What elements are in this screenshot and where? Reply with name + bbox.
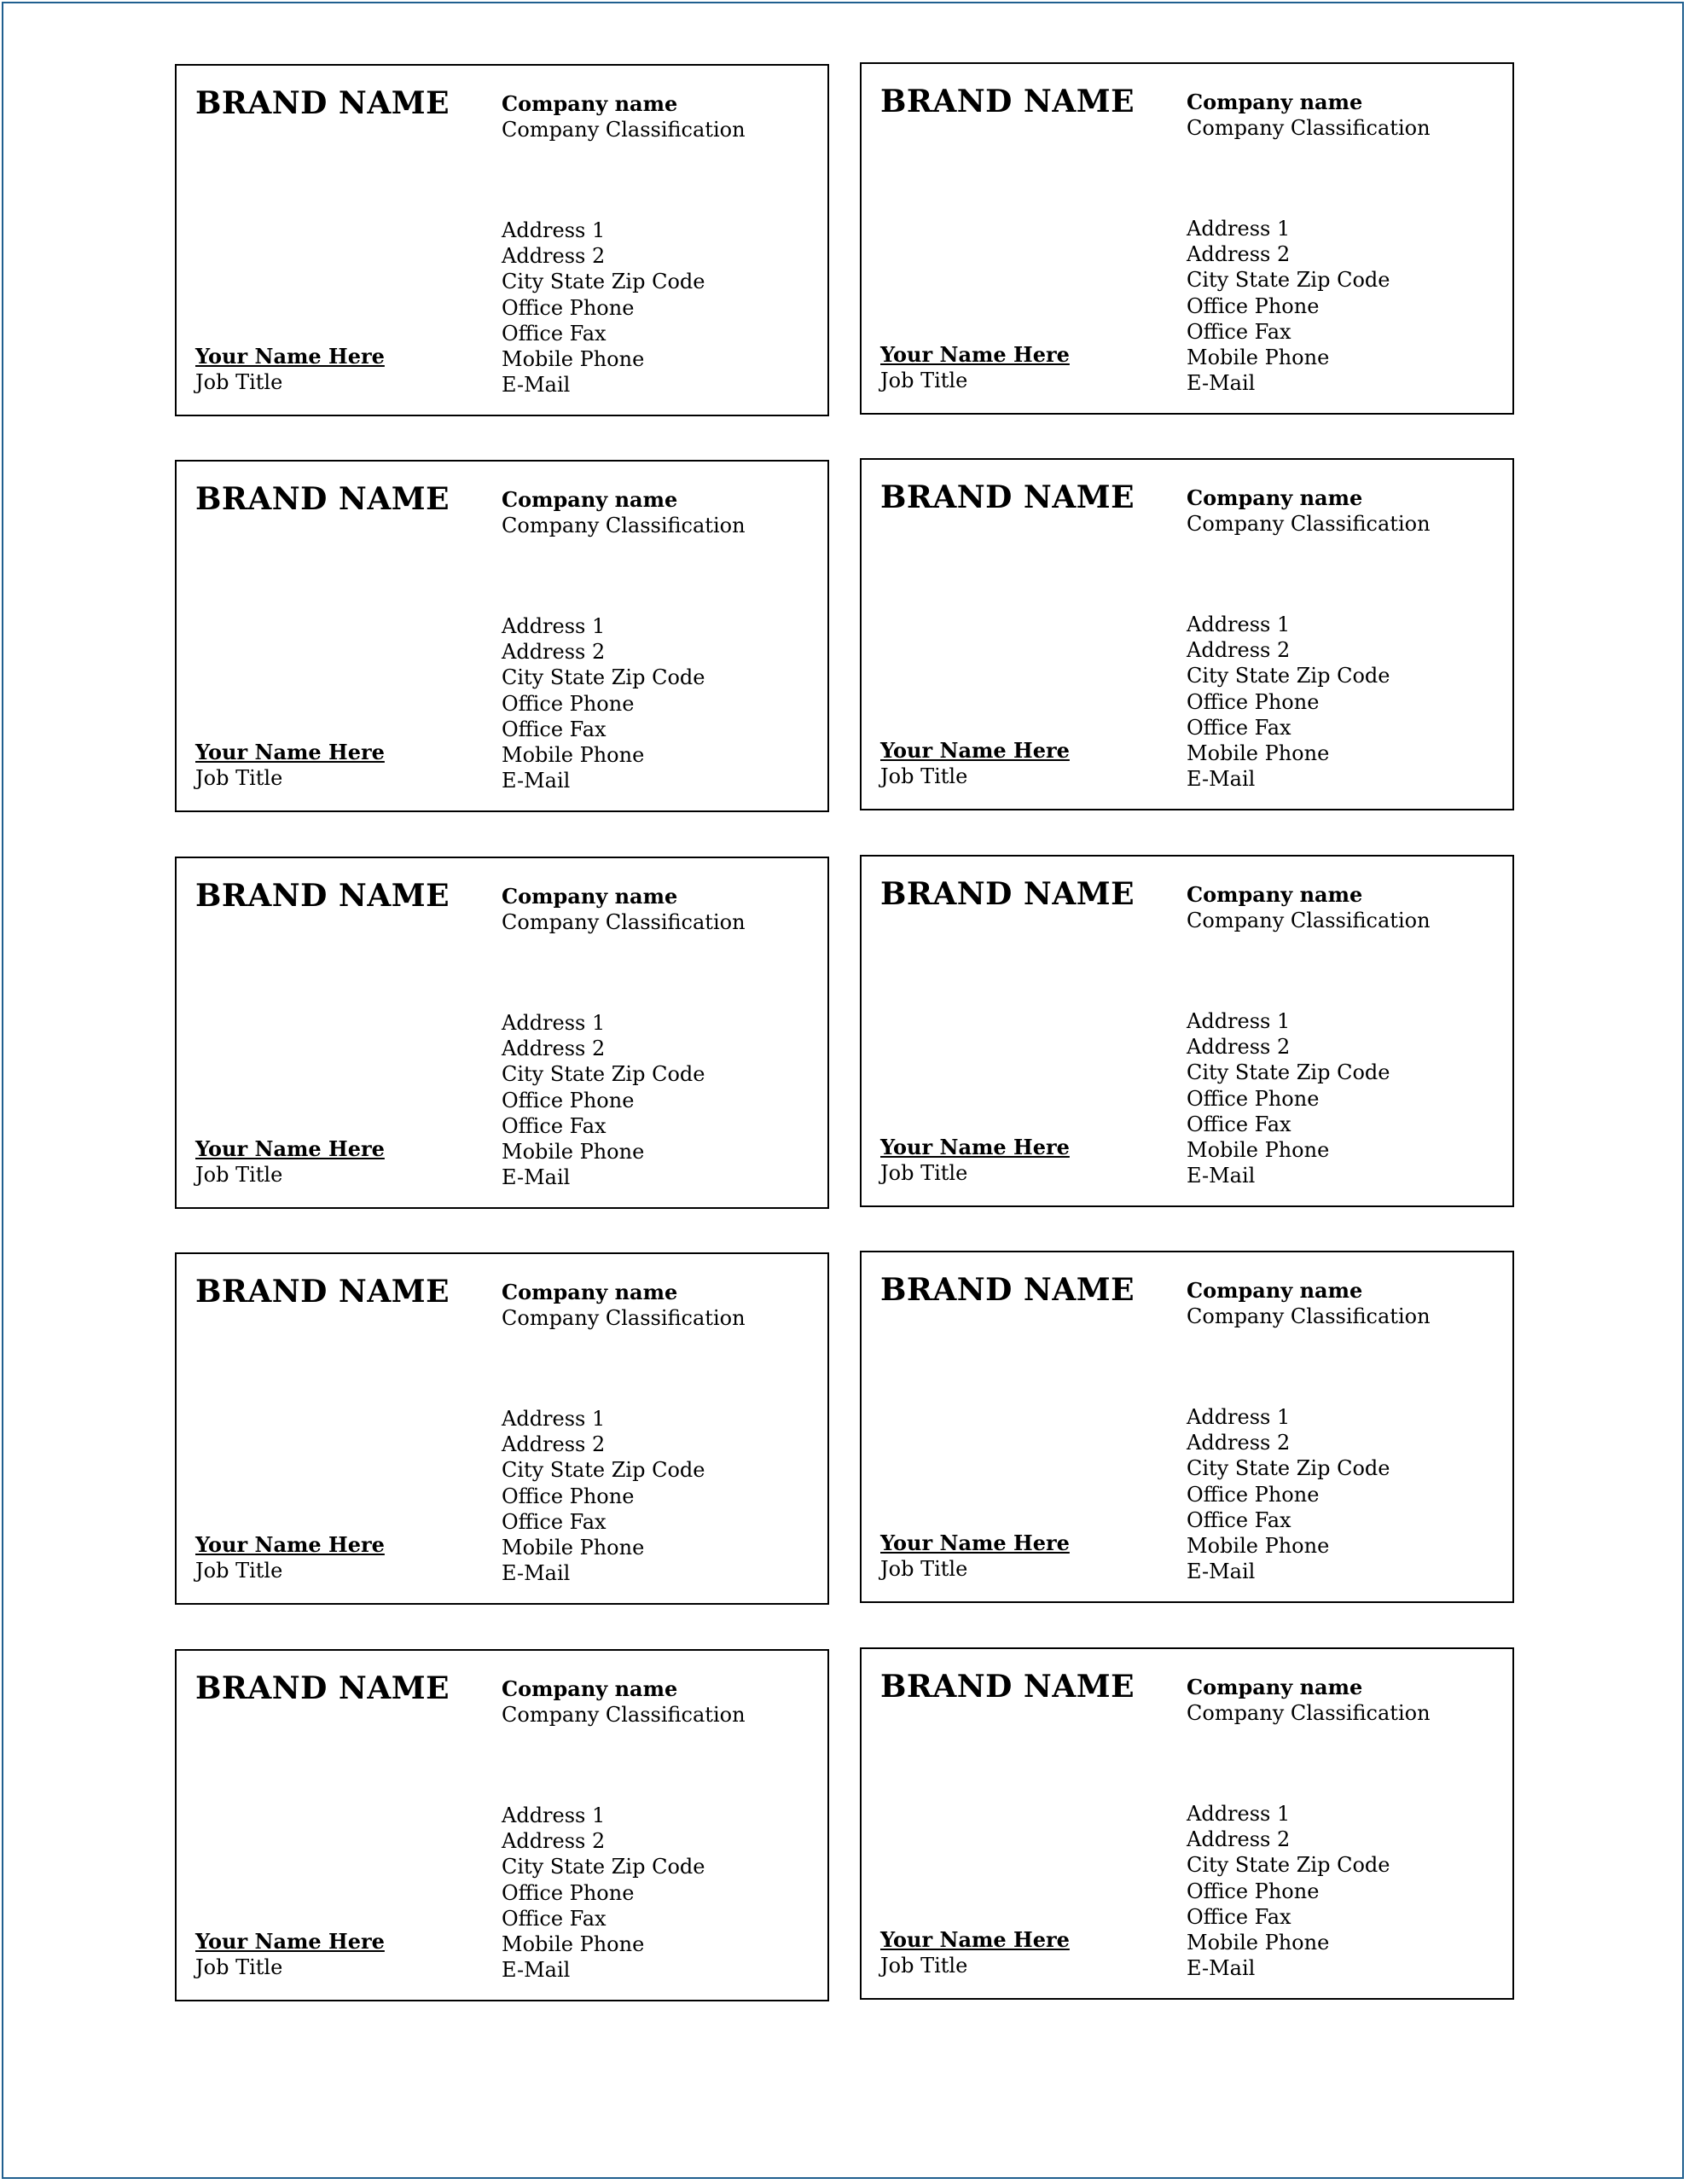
- address-1: Address 1: [1187, 217, 1291, 241]
- person-name: Your Name Here: [880, 1135, 1070, 1159]
- company-classification: Company Classification: [1187, 512, 1431, 536]
- job-title: Job Title: [195, 1955, 283, 1979]
- person-name: Your Name Here: [880, 342, 1070, 367]
- city-state-zip: City State Zip Code: [502, 1062, 705, 1087]
- office-phone: Office Phone: [502, 1484, 635, 1508]
- company-info: [1187, 1278, 1431, 1329]
- office-phone: Office Phone: [1187, 1086, 1320, 1111]
- mobile-phone: Mobile Phone: [502, 1536, 645, 1560]
- city-state-zip: City State Zip Code: [502, 1458, 705, 1483]
- office-fax: Office Fax: [502, 717, 607, 741]
- company-name: Company name: [1187, 1675, 1363, 1699]
- address-2: Address 2: [1187, 242, 1291, 267]
- mobile-phone: Mobile Phone: [1187, 1534, 1330, 1559]
- email: E-Mail: [1187, 767, 1256, 792]
- email: E-Mail: [1187, 371, 1256, 396]
- city-state-zip: City State Zip Code: [1187, 664, 1390, 688]
- email: E-Mail: [1187, 1956, 1256, 1981]
- address-2: Address 2: [502, 1432, 606, 1457]
- contact-details: [502, 1010, 705, 1190]
- office-fax: Office Fax: [502, 1906, 607, 1931]
- business-card: [175, 857, 829, 1209]
- business-card: [175, 1252, 829, 1605]
- company-classification: Company Classification: [1187, 1304, 1431, 1328]
- job-title: Job Title: [880, 1557, 968, 1581]
- contact-details: [502, 1406, 705, 1586]
- company-classification: Company Classification: [1187, 909, 1431, 932]
- person-name: Your Name Here: [195, 1532, 385, 1557]
- company-info: [502, 91, 746, 142]
- email: E-Mail: [502, 769, 571, 793]
- business-card: [860, 1251, 1514, 1603]
- contact-details: [1187, 612, 1390, 792]
- mobile-phone: Mobile Phone: [502, 347, 645, 372]
- office-fax: Office Fax: [502, 1509, 607, 1534]
- contact-details: [1187, 1404, 1390, 1584]
- brand-name: BRAND NAME: [880, 479, 1135, 515]
- company-info: [1187, 485, 1431, 537]
- job-title: Job Title: [880, 369, 968, 392]
- address-2: Address 2: [1187, 1827, 1291, 1852]
- brand-name: BRAND NAME: [880, 876, 1135, 912]
- office-fax: Office Fax: [1187, 1112, 1291, 1136]
- company-classification: Company Classification: [502, 1703, 746, 1727]
- brand-name: BRAND NAME: [195, 1670, 450, 1706]
- contact-details: [1187, 216, 1390, 396]
- address-2: Address 2: [1187, 1035, 1291, 1060]
- office-phone: Office Phone: [1187, 1879, 1320, 1903]
- contact-details: [1187, 1801, 1390, 1981]
- city-state-zip: City State Zip Code: [1187, 1060, 1390, 1085]
- company-info: [1187, 882, 1431, 933]
- email: E-Mail: [502, 1165, 571, 1190]
- mobile-phone: Mobile Phone: [1187, 1931, 1330, 1955]
- email: E-Mail: [502, 373, 571, 398]
- person-info: [195, 1532, 385, 1583]
- person-name: Your Name Here: [195, 1929, 385, 1954]
- company-info: [502, 1280, 746, 1331]
- mobile-phone: Mobile Phone: [502, 1140, 645, 1165]
- address-2: Address 2: [502, 1037, 606, 1061]
- address-1: Address 1: [1187, 1405, 1291, 1429]
- office-fax: Office Fax: [502, 321, 607, 346]
- office-fax: Office Fax: [1187, 715, 1291, 740]
- business-card: [860, 62, 1514, 415]
- office-fax: Office Fax: [1187, 1904, 1291, 1929]
- person-info: [195, 1929, 385, 1980]
- company-classification: Company Classification: [502, 514, 746, 537]
- business-card: [175, 1649, 829, 2001]
- brand-name: BRAND NAME: [195, 481, 450, 517]
- company-name: Company name: [502, 91, 678, 116]
- person-info: [880, 1531, 1070, 1582]
- job-title: Job Title: [195, 766, 283, 790]
- job-title: Job Title: [880, 1954, 968, 1978]
- brand-name: BRAND NAME: [195, 85, 450, 121]
- person-name: Your Name Here: [195, 344, 385, 369]
- office-fax: Office Fax: [1187, 319, 1291, 344]
- office-fax: Office Fax: [1187, 1507, 1291, 1532]
- brand-name: BRAND NAME: [880, 84, 1135, 119]
- office-phone: Office Phone: [1187, 689, 1320, 714]
- address-1: Address 1: [1187, 1009, 1291, 1033]
- company-classification: Company Classification: [502, 1306, 746, 1330]
- contact-details: [502, 218, 705, 398]
- address-1: Address 1: [502, 1011, 606, 1035]
- company-classification: Company Classification: [1187, 1701, 1431, 1725]
- city-state-zip: City State Zip Code: [1187, 1853, 1390, 1878]
- city-state-zip: City State Zip Code: [502, 1855, 705, 1879]
- business-card: [175, 64, 829, 416]
- person-name: Your Name Here: [880, 1927, 1070, 1952]
- company-classification: Company Classification: [1187, 116, 1431, 140]
- company-name: Company name: [1187, 882, 1363, 907]
- business-card: [860, 855, 1514, 1207]
- mobile-phone: Mobile Phone: [1187, 1138, 1330, 1163]
- city-state-zip: City State Zip Code: [1187, 1456, 1390, 1481]
- address-2: Address 2: [502, 1829, 606, 1854]
- brand-name: BRAND NAME: [195, 878, 450, 914]
- mobile-phone: Mobile Phone: [1187, 741, 1330, 766]
- office-phone: Office Phone: [502, 295, 635, 320]
- job-title: Job Title: [195, 1559, 283, 1583]
- company-classification: Company Classification: [502, 910, 746, 934]
- email: E-Mail: [502, 1561, 571, 1586]
- address-2: Address 2: [502, 640, 606, 665]
- company-info: [502, 487, 746, 538]
- business-card: [860, 1647, 1514, 2000]
- office-phone: Office Phone: [1187, 1482, 1320, 1507]
- office-phone: Office Phone: [1187, 293, 1320, 318]
- job-title: Job Title: [880, 1161, 968, 1185]
- job-title: Job Title: [195, 1163, 283, 1187]
- address-2: Address 2: [1187, 638, 1291, 663]
- city-state-zip: City State Zip Code: [1187, 268, 1390, 293]
- address-1: Address 1: [502, 1804, 606, 1827]
- city-state-zip: City State Zip Code: [502, 270, 705, 294]
- address-1: Address 1: [502, 1407, 606, 1431]
- company-name: Company name: [1187, 90, 1363, 114]
- person-info: [880, 738, 1070, 789]
- office-phone: Office Phone: [502, 691, 635, 716]
- company-name: Company name: [502, 884, 678, 909]
- business-card: [175, 460, 829, 812]
- business-card: [860, 458, 1514, 810]
- person-info: [880, 1135, 1070, 1186]
- office-fax: Office Fax: [502, 1113, 607, 1138]
- brand-name: BRAND NAME: [880, 1272, 1135, 1308]
- company-classification: Company Classification: [502, 118, 746, 142]
- address-1: Address 1: [502, 614, 606, 638]
- email: E-Mail: [1187, 1164, 1256, 1188]
- person-name: Your Name Here: [195, 1136, 385, 1161]
- person-name: Your Name Here: [195, 740, 385, 764]
- job-title: Job Title: [880, 764, 968, 788]
- address-1: Address 1: [1187, 613, 1291, 636]
- person-name: Your Name Here: [880, 738, 1070, 763]
- person-name: Your Name Here: [880, 1531, 1070, 1555]
- company-name: Company name: [502, 1676, 678, 1701]
- mobile-phone: Mobile Phone: [502, 1932, 645, 1957]
- contact-details: [1187, 1008, 1390, 1188]
- company-info: [1187, 90, 1431, 141]
- contact-details: [502, 613, 705, 793]
- person-info: [195, 740, 385, 791]
- email: E-Mail: [502, 1958, 571, 1983]
- company-name: Company name: [1187, 1278, 1363, 1303]
- office-phone: Office Phone: [502, 1880, 635, 1905]
- city-state-zip: City State Zip Code: [502, 665, 705, 690]
- job-title: Job Title: [195, 370, 283, 394]
- email: E-Mail: [1187, 1560, 1256, 1584]
- person-info: [195, 344, 385, 395]
- person-info: [880, 342, 1070, 393]
- mobile-phone: Mobile Phone: [1187, 346, 1330, 370]
- person-info: [195, 1136, 385, 1188]
- person-info: [880, 1927, 1070, 1978]
- address-2: Address 2: [502, 244, 606, 269]
- company-info: [502, 884, 746, 935]
- company-info: [1187, 1675, 1431, 1726]
- company-name: Company name: [502, 487, 678, 512]
- brand-name: BRAND NAME: [880, 1669, 1135, 1705]
- address-1: Address 1: [1187, 1802, 1291, 1826]
- mobile-phone: Mobile Phone: [502, 743, 645, 768]
- address-1: Address 1: [502, 218, 606, 242]
- address-2: Address 2: [1187, 1431, 1291, 1455]
- brand-name: BRAND NAME: [195, 1274, 450, 1310]
- company-name: Company name: [1187, 485, 1363, 510]
- company-info: [502, 1676, 746, 1728]
- company-name: Company name: [502, 1280, 678, 1304]
- office-phone: Office Phone: [502, 1088, 635, 1112]
- contact-details: [502, 1803, 705, 1983]
